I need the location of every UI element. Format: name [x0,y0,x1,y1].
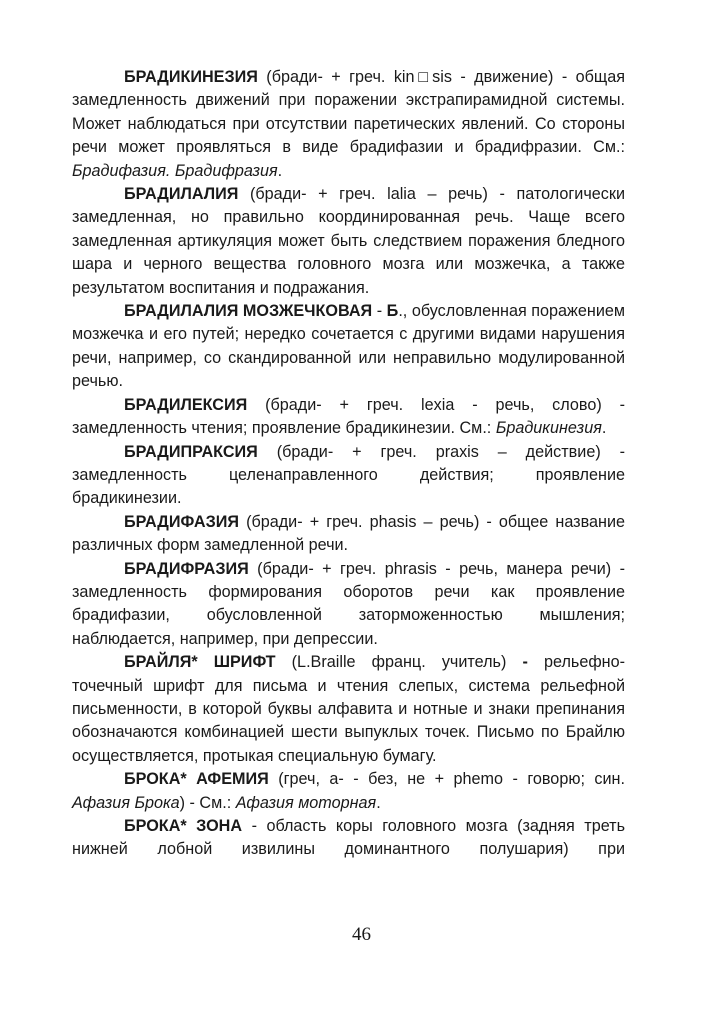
dictionary-page [72,66,625,862]
entry-reference: Брадифазия. Брадифразия [72,161,278,180]
entry-term-abbrev: Б [386,302,399,321]
entry-braille-shrift [72,651,625,768]
entry-text: (бради- + греч. lalia – речь) - патологически замедленная, но правильно координированная речь. Чаще всего замедленная артикуляция может быть следствием поражения бледного шара и черного вещества головного мозга или мозжечка, а также результатом воспитания и подражания. [72,185,625,297]
entry-bradilalia-mozzhechkovaya [72,300,625,394]
entry-bradipraksia [72,441,625,511]
entry-bradikinezia [72,66,625,183]
entry-text-continued: рельефно-точечный шрифт для письма и чтения слепых, система рельефной письменности, в которой буквы алфавита и нотные и знаки препинания обозначаются комбинацией шести выпуклых точек. Письмо по Брайлю осуществляется, протыкая специальную бумагу. [72,653,625,765]
entry-broca-afemia [72,768,625,815]
entry-text: (бради- + греч. lexia - речь, слово) - замедленность чтения; проявление брадикинезии. См.: [72,395,625,438]
entry-tail: . [376,793,381,812]
entry-broca-zona [72,815,625,862]
entry-text-continued: ) - См.: [179,793,236,812]
entry-term: БРАЙЛЯ* ШРИФТ [124,653,276,672]
entry-bradifazia [72,511,625,558]
entry-reference: Брадикинезия [495,419,602,438]
entry-term: БРАДИФАЗИЯ [124,512,239,531]
entry-text: (бради- + греч. kin□sis - движение) - общая замедленность движений при поражении экстрапирамидной системы. Может наблюдаться при отсутствии паретических явлений. Со стороны речи может проявляться в виде брадифазии и брадифразии. См.: [72,68,625,157]
entry-text: - [372,302,387,321]
entry-term: БРАДИЛАЛИЯ МОЗЖЕЧКОВАЯ [124,302,373,321]
entry-text: (бради- + греч. praxis – действие) - замедленность целенаправленного действия; проявление брадикинезии. [72,442,625,508]
entry-tail: . [277,161,283,180]
entry-synonym: Афазия Брока [72,793,180,812]
entry-text: (греч, а- - без, не + phemo - говорю; син. [268,770,625,789]
entry-bradilalia [72,183,625,300]
page-number: 46 [352,924,371,945]
entry-term: БРАДИЛЕКСИЯ [124,395,248,414]
entry-text-continued: ., обусловленная поражением мозжечка и его путей; нередко сочетается с другими видами нарушения речи, например, со скандированной или неправильно модулированной речью. [72,302,625,391]
entry-dash: - [522,653,528,672]
entry-text: (L.Braille франц. учитель) [275,653,523,672]
entry-text: - область коры головного мозга (задняя треть нижней лобной извилины доминантного полушария) при [72,817,626,859]
entry-reference: Афазия моторная [235,793,377,812]
entry-bradileksia [72,394,625,441]
entry-term: БРАДИПРАКСИЯ [124,442,258,461]
entry-tail: . [601,419,607,438]
entry-text: (бради- + греч. phasis – речь) - общее название различных форм замедленной речи. [72,512,625,555]
entry-term: БРОКА* ЗОНА [124,817,243,835]
entry-term: БРАДИКИНЕЗИЯ [124,68,258,86]
entry-text: (бради- + греч. phrasis - речь, манера речи) - замедленность формирования оборотов речи как проявление брадифазии, обусловленной заторможенностью мышления; наблюдается, например, при депрессии. [72,559,625,648]
entry-term: БРАДИФРАЗИЯ [124,559,249,578]
entry-term: БРОКА* АФЕМИЯ [124,770,269,789]
entry-term: БРАДИЛАЛИЯ [124,185,239,204]
entry-bradifrazia [72,558,625,652]
